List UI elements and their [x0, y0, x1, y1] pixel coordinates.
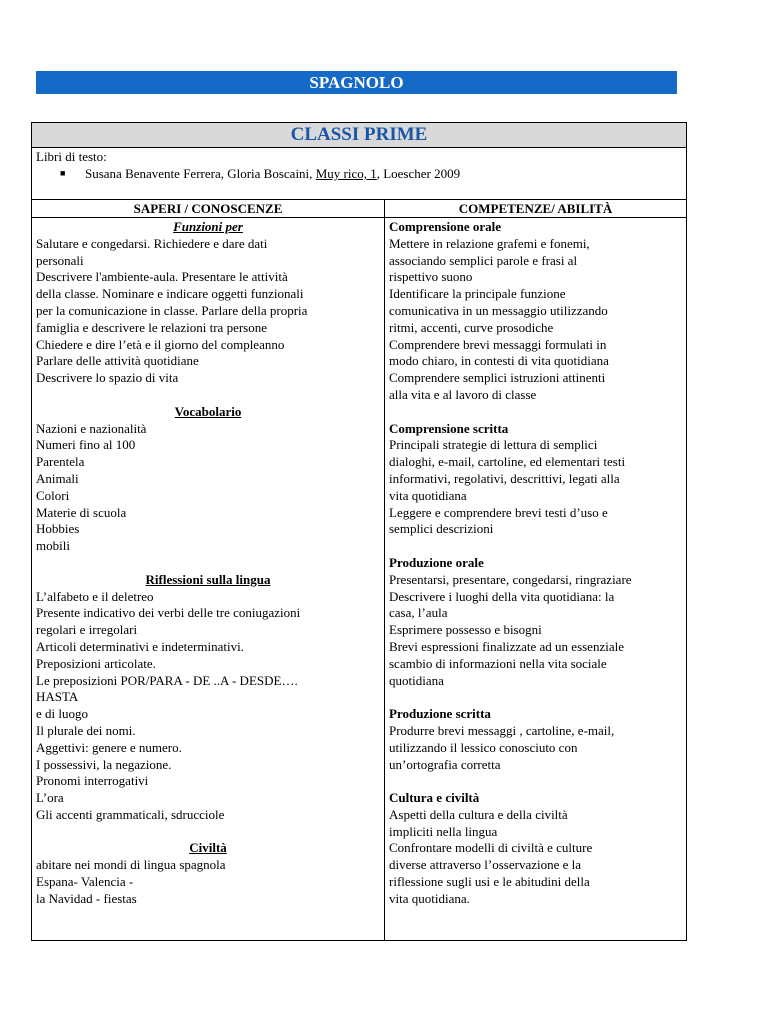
list-item: Leggere e comprendere brevi testi d’uso e — [389, 504, 608, 520]
saperi-column — [36, 219, 380, 908]
spacer-line — [36, 555, 380, 572]
list-item: riflessione sugli usi e le abitudini della — [389, 874, 590, 890]
textbook-publisher: , Loescher 2009 — [376, 166, 461, 181]
textbook-title: Muy rico, 1 — [315, 166, 377, 181]
list-item: Aspetti della cultura e della civiltà — [389, 806, 568, 822]
column-header-competenze: COMPETENZE/ ABILITÀ — [458, 201, 613, 216]
list-item: Le preposizioni POR/PARA - DE ..A - DESDE…. — [36, 672, 298, 688]
list-item: vita quotidiana — [389, 487, 467, 503]
list-item: Descrivere lo spazio di vita — [36, 370, 179, 386]
textbook-authors: Susana Benavente Ferrera, Gloria Boscaini, — [85, 166, 316, 181]
list-item: ritmi, accenti, curve prosodiche — [389, 319, 554, 335]
list-item: Hobbies — [36, 521, 80, 537]
list-item: Materie di scuola — [36, 504, 127, 520]
list-item: Parentela — [36, 454, 85, 470]
list-item: Chiedere e dire l’età e il giorno del compleanno — [36, 336, 285, 352]
textbooks-row — [32, 148, 686, 200]
list-item: Espana- Valencia - — [36, 874, 134, 890]
section-heading: Funzioni per — [173, 219, 243, 234]
list-item: comunicativa in un messaggio utilizzando — [389, 302, 608, 318]
list-item: Salutare e congedarsi. Richiedere e dare dati — [36, 235, 268, 251]
list-item: Numeri fino al 100 — [36, 437, 136, 453]
list-item: Brevi espressioni finalizzate ad un essenziale — [389, 638, 624, 654]
list-item: alla vita e al lavoro di classe — [389, 386, 537, 402]
list-item: personali — [36, 252, 84, 268]
list-item: scambio di informazioni nella vita sociale — [389, 655, 607, 671]
section-heading: Vocabolario — [174, 403, 242, 419]
list-item: Identificare la principale funzione — [389, 286, 566, 302]
list-item: semplici descrizioni — [389, 521, 494, 537]
list-item: diverse attraverso l’osservazione e la — [389, 857, 582, 873]
list-item: L’ora — [36, 790, 64, 806]
list-item: famiglia e descrivere le relazioni tra persone — [36, 319, 267, 335]
list-item: Comprendere semplici istruzioni attinenti — [389, 370, 606, 386]
list-item: utilizzando il lessico conosciuto con — [389, 739, 578, 755]
list-item: quotidiana — [389, 672, 444, 688]
list-item: Articoli determinativi e indeterminativi. — [36, 638, 244, 654]
list-item: Descrivere i luoghi della vita quotidiana: la — [389, 588, 615, 604]
subject-banner: SPAGNOLO — [36, 71, 677, 94]
list-item: della classe. Nominare e indicare oggetti funzionali — [36, 286, 304, 302]
list-item: vita quotidiana. — [389, 890, 470, 906]
list-item: rispettivo suono — [389, 269, 473, 285]
section-heading: Comprensione orale — [389, 219, 502, 234]
list-item: I possessivi, la negazione. — [36, 756, 172, 772]
list-item: informativi, regolativi, descrittivi, legati alla — [389, 470, 620, 486]
list-item: dialoghi, e-mail, cartoline, ed elementari testi — [389, 454, 626, 470]
column-header-row — [32, 200, 686, 218]
class-title: CLASSI PRIME — [32, 123, 686, 148]
list-item: Presentarsi, presentare, congedarsi, ringraziare — [389, 571, 632, 587]
curriculum-table — [31, 122, 687, 941]
bullet-icon: ■ — [60, 168, 66, 178]
list-item: e di luogo — [36, 706, 88, 722]
list-item: impliciti nella lingua — [389, 823, 498, 839]
list-item: regolari e irregolari — [36, 622, 138, 638]
section-heading: Produzione scritta — [389, 706, 491, 722]
list-item: Esprimere possesso e bisogni — [389, 622, 542, 638]
list-item: Colori — [36, 487, 70, 503]
textbooks-label: Libri di testo: — [36, 149, 107, 164]
list-item: Aggettivi: genere e numero. — [36, 739, 182, 755]
list-item: mobili — [36, 538, 70, 554]
spacer-line — [389, 689, 683, 706]
list-item: Mettere in relazione grafemi e fonemi, — [389, 235, 590, 251]
list-item: casa, l’aula — [389, 605, 448, 621]
section-heading: Riflessioni sulla lingua — [145, 571, 271, 587]
spacer-line — [389, 538, 683, 555]
spacer-line — [389, 773, 683, 790]
list-item: per la comunicazione in classe. Parlare della propria — [36, 302, 308, 318]
list-item: modo chiaro, in contesti di vita quotidiana — [389, 353, 609, 369]
textbook-entry — [85, 165, 460, 182]
list-item: associando semplici parole e frasi al — [389, 252, 578, 268]
section-heading: Produzione orale — [389, 554, 484, 570]
list-item: la Navidad - fiestas — [36, 890, 137, 906]
list-item: un’ortografia corretta — [389, 756, 501, 772]
list-item: Produrre brevi messaggi , cartoline, e-mail, — [389, 722, 615, 738]
spacer-line — [389, 404, 683, 421]
list-item: HASTA — [36, 689, 79, 705]
list-item: Gli accenti grammaticali, sdrucciole — [36, 806, 225, 822]
list-item: Principali strategie di lettura di semplici — [389, 437, 598, 453]
competenze-column — [389, 219, 683, 908]
section-heading: Civiltà — [189, 840, 227, 856]
list-item: Pronomi interrogativi — [36, 773, 149, 789]
list-item: Presente indicativo dei verbi delle tre coniugazioni — [36, 605, 301, 621]
column-divider — [384, 200, 385, 940]
section-heading: Cultura e civiltà — [389, 790, 480, 806]
section-heading: Comprensione scritta — [389, 420, 509, 436]
list-item: Il plurale dei nomi. — [36, 722, 136, 738]
list-item: Nazioni e nazionalità — [36, 420, 147, 436]
column-header-saperi: SAPERI / CONOSCENZE — [133, 201, 283, 216]
list-item: Preposizioni articolate. — [36, 655, 156, 671]
list-item: abitare nei mondi di lingua spagnola — [36, 857, 226, 873]
list-item: Parlare delle attività quotidiane — [36, 353, 199, 369]
list-item: L’alfabeto e il deletreo — [36, 588, 154, 604]
list-item: Confrontare modelli di civiltà e culture — [389, 840, 593, 856]
list-item: Animali — [36, 470, 79, 486]
list-item: Comprendere brevi messaggi formulati in — [389, 336, 607, 352]
spacer-line — [36, 387, 380, 404]
list-item: Descrivere l'ambiente-aula. Presentare le attività — [36, 269, 288, 285]
spacer-line — [36, 824, 380, 841]
